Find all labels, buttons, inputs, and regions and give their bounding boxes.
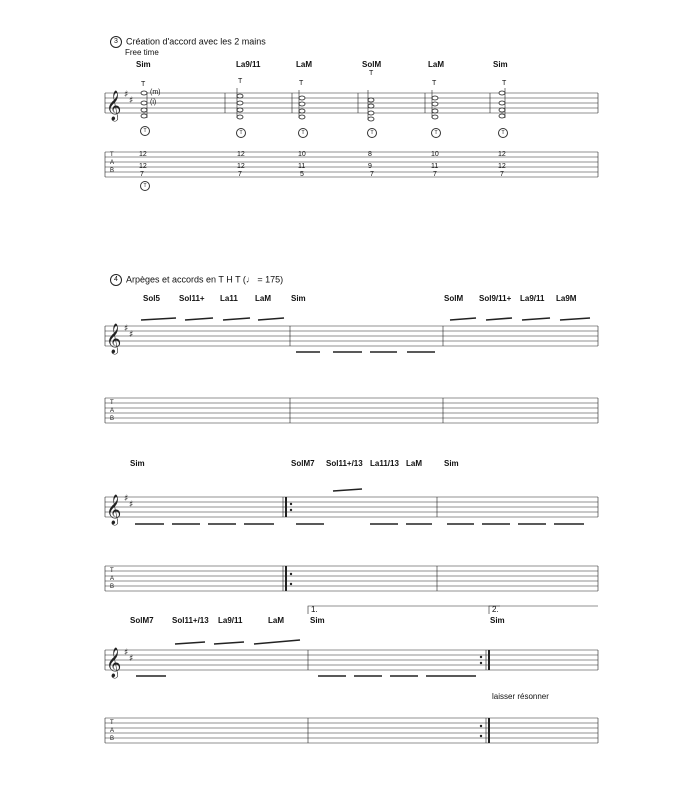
chord-name: Sim bbox=[291, 294, 306, 303]
chord-name: LaM bbox=[406, 459, 422, 468]
chord-name: Sol11+/13 bbox=[172, 616, 209, 625]
volta-2: 2. bbox=[492, 605, 499, 614]
tab-fret: 12 bbox=[139, 151, 147, 158]
thumb-circle: T bbox=[298, 128, 308, 138]
exercise-number: 4 bbox=[110, 274, 122, 286]
svg-text:♯: ♯ bbox=[124, 648, 129, 658]
chord-name: SolM7 bbox=[291, 459, 315, 468]
tab-fret: 7 bbox=[370, 171, 374, 178]
chord-name: LaM bbox=[268, 616, 284, 625]
let-ring-instruction: laisser résonner bbox=[492, 692, 549, 701]
finger-mark: (m) bbox=[150, 89, 161, 96]
tab-fret: 9 bbox=[368, 163, 372, 170]
thumb-circle: T bbox=[431, 128, 441, 138]
tab-fret: 7 bbox=[238, 171, 242, 178]
tab-letter: B bbox=[110, 584, 115, 590]
chord-name: Sol5 bbox=[143, 294, 160, 303]
tab-letter: T bbox=[110, 720, 114, 726]
chord-name: La9/11 bbox=[520, 294, 545, 303]
tab-fret: 7 bbox=[140, 171, 144, 178]
tab-fret: 12 bbox=[498, 151, 506, 158]
chord-name: Sol11+/13 bbox=[326, 459, 363, 468]
volta-1: 1. bbox=[311, 605, 318, 614]
tab-fret: 11 bbox=[298, 163, 306, 170]
thumb-circle: T bbox=[140, 126, 150, 136]
chord-name: La9/11 bbox=[236, 60, 261, 69]
svg-text:♯: ♯ bbox=[129, 96, 134, 106]
chord-name: Sol11+ bbox=[179, 294, 205, 303]
exercise-3-subtitle: Free time bbox=[125, 48, 159, 57]
thumb-circle: T bbox=[367, 128, 377, 138]
chord-name: La9M bbox=[556, 294, 577, 303]
svg-text:𝄞: 𝄞 bbox=[106, 648, 122, 678]
tab-letter: A bbox=[110, 408, 115, 414]
thumb-mark: T bbox=[369, 70, 374, 77]
tab-fret: 10 bbox=[431, 151, 439, 158]
exercise-4-title: 4 Arpèges et accords en T H T (♩ = 175) bbox=[110, 274, 283, 286]
thumb-mark: T bbox=[502, 80, 507, 87]
chord-name: Sim bbox=[310, 616, 325, 625]
svg-text:♯: ♯ bbox=[129, 330, 134, 340]
tab-fret: 12 bbox=[139, 163, 147, 170]
svg-text:𝄞: 𝄞 bbox=[106, 495, 122, 525]
thumb-mark: T bbox=[299, 80, 304, 87]
tab-fret: 11 bbox=[431, 163, 439, 170]
tab-fret: 12 bbox=[237, 151, 245, 158]
chord-name: Sim bbox=[490, 616, 505, 625]
tab-letter: A bbox=[110, 576, 115, 582]
chord-name: LaM bbox=[428, 60, 444, 69]
tab-letter: T bbox=[110, 568, 114, 574]
thumb-circle: T bbox=[140, 181, 150, 191]
tab-letter: A bbox=[110, 728, 115, 734]
svg-text:♯: ♯ bbox=[124, 324, 129, 334]
chord-name: SolM bbox=[362, 60, 382, 69]
chord-name: SolM7 bbox=[130, 616, 154, 625]
chord-name: La11 bbox=[220, 294, 238, 303]
tab-fret: 12 bbox=[237, 163, 245, 170]
tab-fret: 7 bbox=[433, 171, 437, 178]
chord-name: Sim bbox=[136, 60, 151, 69]
finger-mark: (i) bbox=[150, 99, 157, 106]
tab-letter: A bbox=[110, 160, 115, 166]
chord-name: LaM bbox=[296, 60, 312, 69]
exercise-number: 3 bbox=[110, 36, 122, 48]
thumb-circle: T bbox=[236, 128, 246, 138]
chord-name: La11/13 bbox=[370, 459, 399, 468]
tab-letter: T bbox=[110, 400, 114, 406]
chord-name: SolM bbox=[444, 294, 464, 303]
svg-text:♯: ♯ bbox=[124, 494, 129, 504]
svg-text:𝄞: 𝄞 bbox=[106, 324, 122, 354]
thumb-circle: T bbox=[498, 128, 508, 138]
tab-letter: B bbox=[110, 736, 115, 742]
thumb-mark: T bbox=[432, 80, 437, 87]
tab-letter: B bbox=[110, 416, 115, 422]
chord-name: LaM bbox=[255, 294, 271, 303]
tab-fret: 5 bbox=[300, 171, 304, 178]
chord-name: Sol9/11+ bbox=[479, 294, 512, 303]
chord-name: Sim bbox=[130, 459, 145, 468]
tab-letter: B bbox=[110, 168, 115, 174]
tab-letter: T bbox=[110, 152, 114, 158]
svg-text:♯: ♯ bbox=[129, 654, 134, 664]
tab-fret: 8 bbox=[368, 151, 372, 158]
chord-name: Sim bbox=[493, 60, 508, 69]
tab-fret: 12 bbox=[498, 163, 506, 170]
svg-text:♯: ♯ bbox=[129, 500, 134, 510]
exercise-3-title: 3 Création d'accord avec les 2 mains bbox=[110, 36, 266, 48]
tab-fret: 10 bbox=[298, 151, 306, 158]
thumb-mark: T bbox=[141, 81, 146, 88]
tab-fret: 7 bbox=[500, 171, 504, 178]
chord-name: Sim bbox=[444, 459, 459, 468]
svg-text:♯: ♯ bbox=[124, 90, 129, 100]
chord-name: La9/11 bbox=[218, 616, 243, 625]
svg-text:𝄞: 𝄞 bbox=[106, 91, 122, 121]
thumb-mark: T bbox=[238, 78, 243, 85]
